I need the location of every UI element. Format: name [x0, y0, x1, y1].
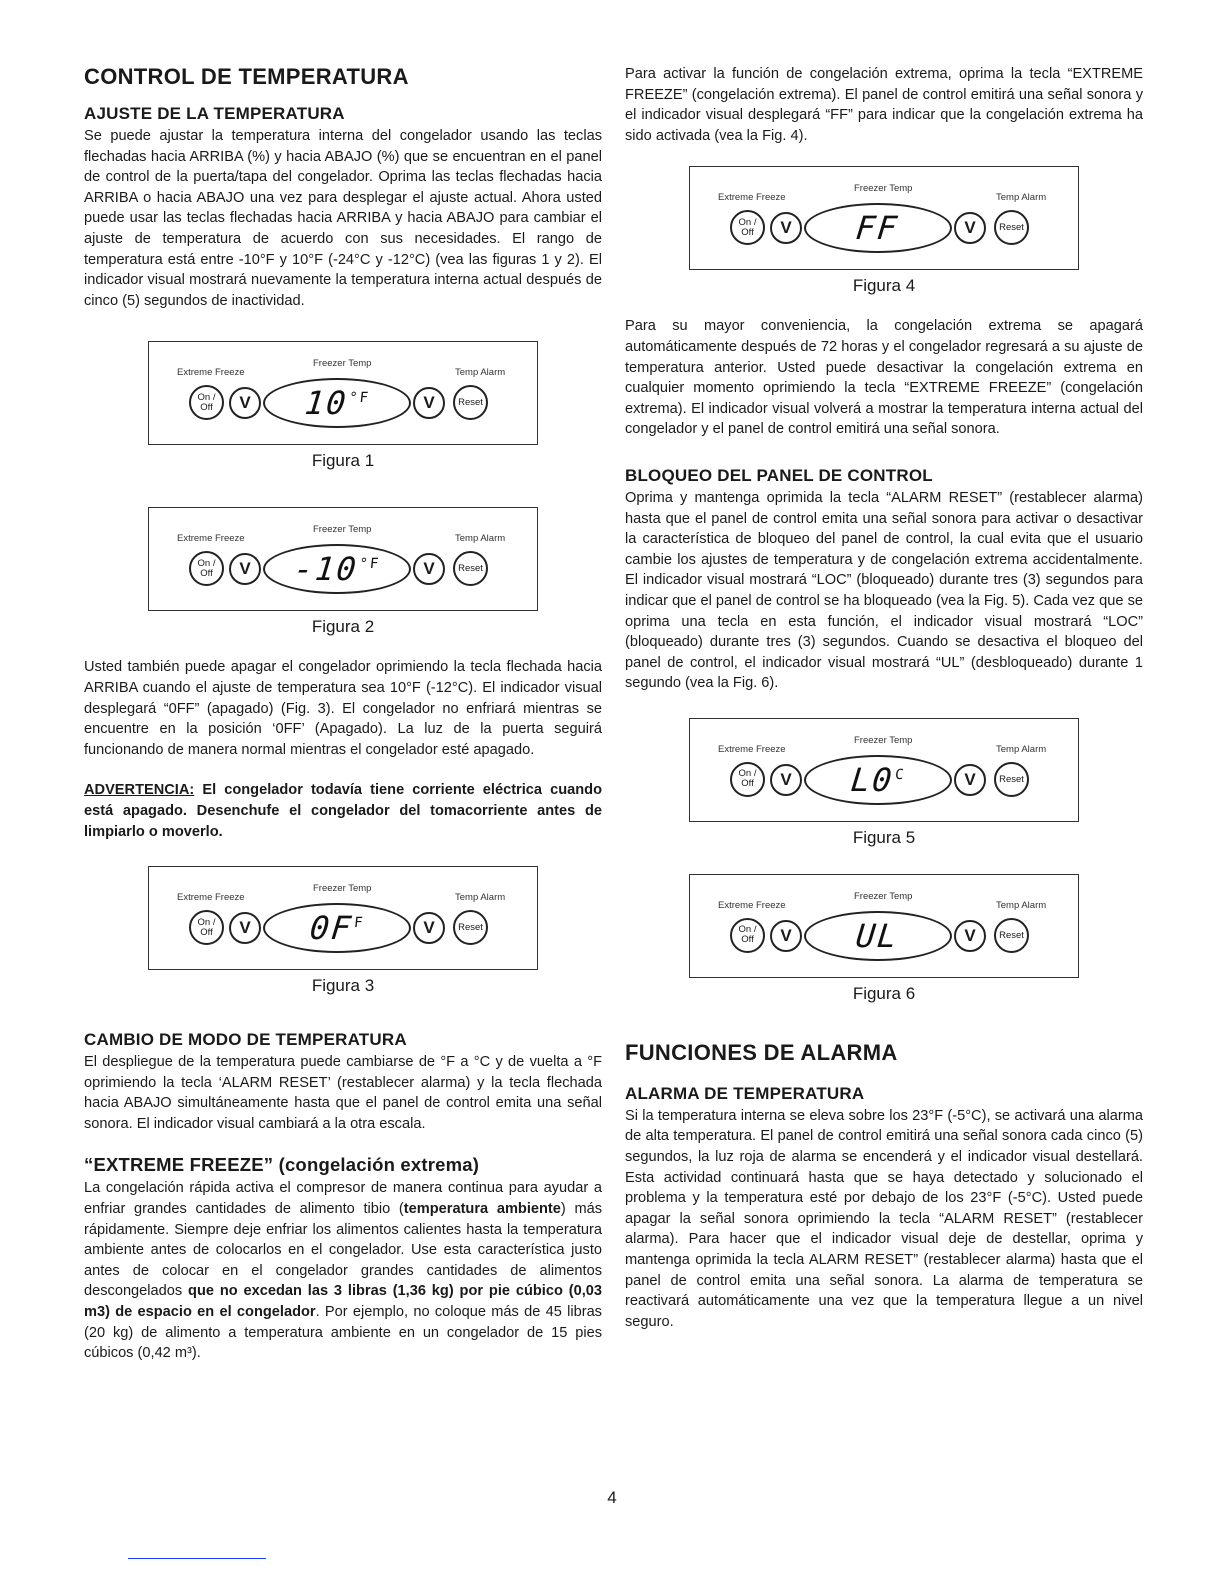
- extreme-freeze-label: Extreme Freeze: [718, 899, 786, 911]
- figure-6: [689, 874, 1079, 1004]
- temp-alarm-label: Temp Alarm: [455, 892, 506, 904]
- temperature-display: [804, 755, 952, 805]
- warning-text: El congelador todavía tiene corriente eléctrica cuando está apagado. Desenchufe el congelador del tomacorriente antes de limpiarlo o moverlo.: [84, 782, 602, 840]
- section-title-control: CONTROL DE TEMPERATURA: [84, 64, 409, 89]
- warning-paragraph: [84, 780, 602, 842]
- freezer-temp-label: Freezer Temp: [854, 890, 913, 902]
- paragraph-activar: Para activar la función de congelación extrema, oprima la tecla “EXTREME FREEZE” (congelación extrema). El panel de control emitirá una señal sonora y el indicador visual desplegará “FF” para indicar que la congelación extrema ha sido activada (vea la Fig. 4).: [625, 66, 1143, 144]
- display-value: FF: [854, 209, 901, 248]
- display-value: -10: [292, 550, 360, 589]
- control-panel-diagram: [148, 866, 538, 970]
- control-panel-diagram: [689, 718, 1079, 822]
- figure-caption: Figura 4: [852, 276, 916, 296]
- freezer-temp-label: Freezer Temp: [313, 358, 372, 370]
- down-arrow-icon: V: [770, 920, 802, 952]
- down-arrow-icon: V: [229, 553, 261, 585]
- control-panel-diagram: [148, 507, 538, 611]
- right-column: [625, 64, 1143, 1332]
- control-panel-diagram: [689, 166, 1079, 270]
- down-arrow-icon: V: [413, 387, 445, 419]
- temperature-display: [263, 378, 411, 428]
- display-unit: °F: [358, 556, 382, 573]
- down-arrow-icon: V: [413, 553, 445, 585]
- reset-button: Reset: [453, 551, 488, 586]
- display-unit: F: [353, 915, 366, 932]
- temp-alarm-label: Temp Alarm: [455, 533, 506, 545]
- reset-button: Reset: [994, 210, 1029, 245]
- freezer-temp-label: Freezer Temp: [854, 734, 913, 746]
- control-panel-diagram: [689, 874, 1079, 978]
- extreme-freeze-label: Extreme Freeze: [177, 533, 245, 545]
- display-value: UL: [854, 916, 901, 955]
- extreme-freeze-label: Extreme Freeze: [718, 192, 786, 204]
- temperature-display: [804, 911, 952, 961]
- down-arrow-icon: V: [954, 212, 986, 244]
- on-off-button: On / Off: [730, 762, 765, 797]
- display-value: 10: [302, 384, 350, 423]
- paragraph-extreme: La congelación rápida activa el compresor de manera continua para ayudar a enfriar grandes cantidades de alimento tibio (temperatura ambiente) más rápidamente. Siempre deje enfriar los alimentos calientes hasta la temperatura ambiente antes de colocarlos en el congelador. Use esta característica justo antes de colocar en el congelador grandes cantidades de alimentos descongelados que no excedan las 3 libras (1,36 kg) por pie cúbico (0,03 m3) de espacio en el congelador. Por ejemplo, no coloque más de 45 libras (20 kg) de alimento a temperatura ambiente en un congelador de 15 pies cúbicos (0,42 m³).: [84, 1180, 603, 1362]
- down-arrow-icon: V: [229, 387, 261, 419]
- on-off-button: On / Off: [730, 210, 765, 245]
- heading-ajuste: AJUSTE DE LA TEMPERATURA: [84, 104, 345, 123]
- figure-3: [148, 866, 538, 996]
- temperature-display: [263, 544, 411, 594]
- figure-1: [148, 341, 538, 471]
- down-arrow-icon: V: [229, 912, 261, 944]
- heading-alarma-temp: ALARMA DE TEMPERATURA: [625, 1083, 865, 1103]
- figure-caption: Figura 3: [311, 976, 375, 996]
- on-off-button: On / Off: [189, 910, 224, 945]
- down-arrow-icon: V: [413, 912, 445, 944]
- reset-button: Reset: [994, 762, 1029, 797]
- left-column: [84, 64, 602, 1364]
- temp-alarm-label: Temp Alarm: [996, 899, 1047, 911]
- extreme-freeze-label: Extreme Freeze: [177, 892, 245, 904]
- extreme-freeze-label: Extreme Freeze: [177, 367, 245, 379]
- figure-caption: Figura 1: [311, 451, 375, 471]
- temp-alarm-label: Temp Alarm: [996, 192, 1047, 204]
- figure-5: [689, 718, 1079, 848]
- reset-button: Reset: [994, 918, 1029, 953]
- down-arrow-icon: V: [954, 920, 986, 952]
- temperature-display: [263, 903, 411, 953]
- display-unit: °F: [347, 390, 371, 407]
- paragraph-conveniencia: Para su mayor conveniencia, la congelación extrema se apagará automáticamente después de 72 horas y el congelador regresará a su ajuste de temperatura anterior. Usted puede desactivar la congelación extrema en cualquier momento oprimiendo la tecla “EXTREME FREEZE” (congelación extrema). El indicador visual volverá a mostrar la temperatura interna actual del congelador y el panel de control emitirá una señal sonora.: [625, 318, 1143, 438]
- temp-alarm-label: Temp Alarm: [996, 743, 1047, 755]
- heading-extreme: “EXTREME FREEZE” (congelación extrema): [84, 1154, 480, 1176]
- on-off-button: On / Off: [730, 918, 765, 953]
- figure-caption: Figura 5: [852, 827, 916, 847]
- footer-line: [128, 1558, 266, 1559]
- section-title-alarma: FUNCIONES DE ALARMA: [625, 1039, 898, 1065]
- temperature-display: [804, 203, 952, 253]
- paragraph-apagar: Usted también puede apagar el congelador oprimiendo la tecla flechada hacia ARRIBA cuando el ajuste de temperatura sea 10°F (-12°C). El indicador visual desplegará “0FF” (apagado) (Fig. 3). El congelador no enfriará mientras se encuentre en la posición ‘0FF’ (Apagado). La luz de la puerta seguirá funcionando de manera normal mientras el congelador esté apagado.: [84, 659, 602, 758]
- temp-alarm-label: Temp Alarm: [455, 367, 506, 379]
- reset-button: Reset: [453, 910, 488, 945]
- warning-label: ADVERTENCIA:: [84, 782, 195, 799]
- down-arrow-icon: V: [770, 212, 802, 244]
- paragraph-bloqueo: Oprima y mantenga oprimida la tecla “ALARM RESET” (restablecer alarma) hasta que el panel de control emita una señal sonora para activar o desactivar la característica de bloqueo del panel de control, la cual evita que el usuario cambie los ajustes de temperatura y de congelación extrema accidentalmente. El indicador visual mostrará “LOC” (bloqueado) durante tres (3) segundos para indicar que el panel de control se ha bloqueado (vea la Fig. 5). Cada vez que se oprima una tecla en esta función, el indicador visual mostrará “LOC” (bloqueado) durante tres (3) segundos. Cuando se desactiva el bloqueo del panel de control, el indicador visual mostrará “UL” (desbloqueado) durante 1 segundo (vea la Fig. 6).: [625, 489, 1143, 692]
- down-arrow-icon: V: [954, 764, 986, 796]
- figure-caption: Figura 2: [311, 617, 375, 637]
- paragraph-cambio: El despliegue de la temperatura puede cambiarse de °F a °C y de vuelta a °F oprimiendo la tecla ‘ALARM RESET’ (restablecer alarma) y la tecla flechada hacia ABAJO simultáneamente hasta que el panel de control emita una señal sonora. El indicador visual cambiará a la otra escala.: [84, 1054, 602, 1132]
- page-number: 4: [607, 1488, 617, 1507]
- figure-2: [148, 507, 538, 637]
- freezer-temp-label: Freezer Temp: [313, 883, 372, 895]
- down-arrow-icon: V: [770, 764, 802, 796]
- heading-cambio: CAMBIO DE MODO DE TEMPERATURA: [84, 1030, 407, 1050]
- extreme-freeze-label: Extreme Freeze: [718, 743, 786, 755]
- paragraph-alarma-temp: Si la temperatura interna se eleva sobre los 23°F (-5°C), se activará una alarma de alta temperatura. El panel de control emitirá una señal sonora cada cinco (5) segundos, la luz roja de alarma se encenderá y el indicador visual destellará. Esta actividad continuará hasta que se haya detectado y solucionado el problema y la temperatura esté por debajo de los 23°F (-5°C). Usted puede apagar la señal sonora oprimiendo la tecla “ALARM RESET” (restablecer alarma). Para hacer que el indicador visual deje de destellar, oprima y mantenga oprimida la tecla ALARM RESET” (restablecer alarma) hasta que el panel de control emita una señal sonora. La alarma de temperatura se reactivará automáticamente una vez que la temperatura llegue a un nivel seguro.: [625, 1107, 1143, 1330]
- freezer-temp-label: Freezer Temp: [854, 183, 913, 195]
- paragraph-ajuste: Se puede ajustar la temperatura interna del congelador usando las teclas flechadas hacia ARRIBA (%) y hacia ABAJO (%) que se encuentran en el panel de control de la puerta/tapa del congelador. Oprima las teclas flechadas hacia ARRIBA o hacia ABAJO una vez para desplegar el ajuste actual. Ahora usted puede usar las teclas flechadas hacia ARRIBA y hacia ABAJO para cambiar el ajuste de temperatura de acuerdo con sus necesidades. El rango de temperatura está entre -10°F y 10°F (-24°C y -12°C) (vea las figuras 1 y 2). El indicador visual mostrará nuevamente la temperatura interna actual después de cinco (5) segundos de inactividad.: [84, 128, 602, 309]
- figure-4: [689, 166, 1079, 296]
- heading-bloqueo: BLOQUEO DEL PANEL DE CONTROL: [625, 465, 933, 485]
- display-unit: C: [894, 767, 907, 784]
- on-off-button: On / Off: [189, 385, 224, 420]
- display-value: 0F: [308, 909, 355, 948]
- reset-button: Reset: [453, 385, 488, 420]
- figure-caption: Figura 6: [852, 983, 916, 1003]
- on-off-button: On / Off: [189, 551, 224, 586]
- control-panel-diagram: [148, 341, 538, 445]
- display-value: L0: [849, 760, 896, 799]
- freezer-temp-label: Freezer Temp: [313, 524, 372, 536]
